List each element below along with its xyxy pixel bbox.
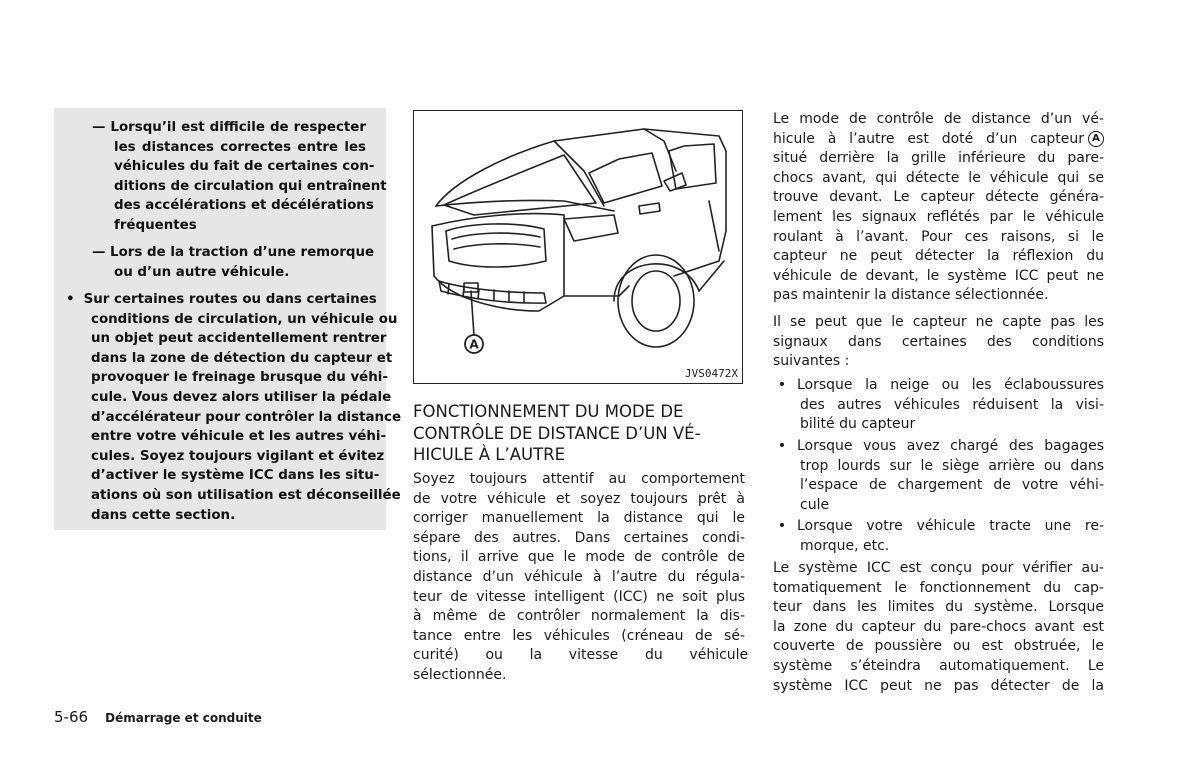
bullet-icon: • [777, 518, 787, 534]
text-line: situé derrière la grille inférieure du pare- [773, 150, 1104, 167]
text-line: conditions de circulation, un véhicule ou [91, 311, 398, 327]
text-line: suivantes : [773, 353, 850, 370]
text-line: des accélérations et décélérations [114, 198, 374, 214]
text-line: — Lors de la traction d’une remorque [92, 245, 375, 260]
text-line: un objet peut accidentellement rentrer [91, 331, 387, 347]
section-paragraph [413, 470, 749, 686]
text-line: curité) ou la vitesse du véhicule [413, 647, 749, 664]
text-line: véhicule de devant, le système ICC peut ne [773, 267, 1104, 284]
text-line: lement les signaux reflétés par le véhicule [773, 208, 1104, 225]
text-line: sépare des autres. Dans certaines condi- [413, 529, 745, 546]
text-line: cule [800, 496, 830, 513]
heading-line: CONTRÔLE DE DISTANCE D’UN VÉ- [413, 423, 701, 443]
text-line: les distances correctes entre les [114, 139, 366, 155]
text-span: Lorsque vous avez chargé des bagages [797, 438, 1104, 454]
text-line: trop lourds sur le siège arrière ou dans [800, 457, 1104, 474]
text-line: signaux dans certaines des conditions [773, 333, 1104, 350]
text-line: Le système ICC est conçu pour vérifier au- [773, 560, 1104, 576]
text-line: — Lorsqu’il est difficile de respecter [92, 120, 366, 135]
text-line: teur dans les limites du système. Lorsque [773, 599, 1104, 616]
text-line: entre votre véhicule et les autres véhi- [91, 429, 387, 445]
text-line: cule. Vous devez alors utiliser la pédale [91, 389, 392, 405]
text-line: couverte de poussière ou est obstruée, le [773, 638, 1104, 655]
text-span: Lorsque la neige ou les éclaboussures [797, 377, 1104, 393]
text-line: bilité du capteur [800, 416, 916, 433]
callout-a-label: A [469, 337, 479, 352]
text-line: d’accélérateur pour contrôler la distance [91, 409, 402, 425]
text-line: roulant à l’avant. Pour ces raisons, si le [773, 228, 1104, 245]
vehicle-figure [413, 110, 743, 384]
page-number: 5-66 [54, 708, 89, 726]
text-line: Soyez toujours attentif au comportement [413, 471, 745, 487]
section-heading [413, 401, 745, 466]
text-line: chocs avant, qui détecte le véhicule qui se [773, 169, 1104, 186]
text-line: véhicules du fait de certaines con- [114, 159, 375, 175]
text-line [773, 376, 1104, 396]
text-line: distance d’un véhicule à l’autre du régula- [413, 568, 745, 585]
text-line [66, 290, 377, 310]
text-line: de votre véhicule et soyez toujours prêt à [413, 490, 745, 507]
text-line: morque, etc. [800, 537, 890, 554]
text-line: corriger manuellement la distance qui le [413, 510, 745, 527]
warning-dash-item-1 [92, 118, 387, 236]
text-line: provoquer le freinage brusque du véhi- [91, 370, 388, 386]
text-span: Sur certaines routes ou dans certaines [83, 292, 377, 307]
text-line: ations où son utilisation est déconseillée [91, 487, 401, 503]
bullet-icon: • [66, 292, 75, 307]
text-line: pas maintenir la distance sélectionnée. [773, 287, 1049, 304]
text-line: fréquentes [114, 217, 197, 233]
text-line: sélectionnée. [413, 666, 507, 683]
text-line: tions, il arrive que le mode de contrôle de [413, 549, 745, 566]
text-line: système s’éteindra automatiquement. Le [773, 657, 1104, 674]
bullet-icon: • [777, 377, 787, 393]
text-line: à même de contrôler normalement la dis- [413, 608, 745, 625]
text-line: tance entre les véhicules (créneau de sé- [413, 627, 745, 644]
right-bullet-2 [773, 437, 1104, 515]
right-paragraph-2 [773, 313, 1104, 372]
chapter-title: Démarrage et conduite [105, 711, 262, 725]
text-line [773, 130, 1104, 150]
text-line: des autres véhicules réduisent la visi- [800, 396, 1104, 413]
right-bullet-1 [773, 376, 1104, 435]
text-span: hicule à l’autre est doté d’un capteur [773, 130, 1084, 147]
text-line: l’espace de chargement de votre véhi- [800, 477, 1104, 494]
text-line: dans cette section. [91, 507, 236, 523]
text-line: trouve devant. Le capteur détecte généra- [773, 189, 1104, 206]
text-line: ditions de circulation qui entraînent [114, 178, 387, 194]
right-paragraph-3 [773, 559, 1104, 696]
text-line: cules. Soyez toujours vigilant et évitez [91, 448, 385, 464]
warning-dash-item-2 [92, 243, 375, 282]
text-line: ou d’un autre véhicule. [114, 264, 290, 280]
text-span: Lorsque votre véhicule tracte une re- [797, 518, 1104, 534]
text-line: tomatiquement le fonctionnement du cap- [773, 579, 1104, 596]
text-line: dans la zone de détection du capteur et [91, 350, 393, 366]
text-line: Il se peut que le capteur ne capte pas les [773, 314, 1104, 330]
text-line: d’activer le système ICC dans les situ- [91, 468, 380, 484]
text-line: système ICC peut ne pas détecter de la [773, 677, 1104, 694]
right-bullet-3 [773, 517, 1104, 556]
bullet-icon: • [777, 438, 787, 454]
heading-line: HICULE À L’AUTRE [413, 445, 566, 464]
sensor-callout-icon: A [1088, 131, 1104, 147]
text-line [773, 437, 1104, 457]
text-line: la zone du capteur du pare-chocs avant est [773, 618, 1104, 635]
figure-code: JVS0472X [685, 367, 738, 380]
right-paragraph-1 [773, 110, 1104, 306]
text-line: capteur ne peut détecter la réflexion du [773, 248, 1104, 265]
page-footer [54, 707, 262, 726]
suv-illustration [414, 111, 741, 382]
heading-line: FONCTIONNEMENT DU MODE DE [413, 402, 684, 421]
warning-bullet-item [66, 290, 402, 525]
text-line: teur de vitesse intelligent (ICC) ne soit plus [413, 588, 745, 605]
text-line [773, 517, 1104, 537]
text-line: Le mode de contrôle de distance d’un vé- [773, 111, 1104, 127]
